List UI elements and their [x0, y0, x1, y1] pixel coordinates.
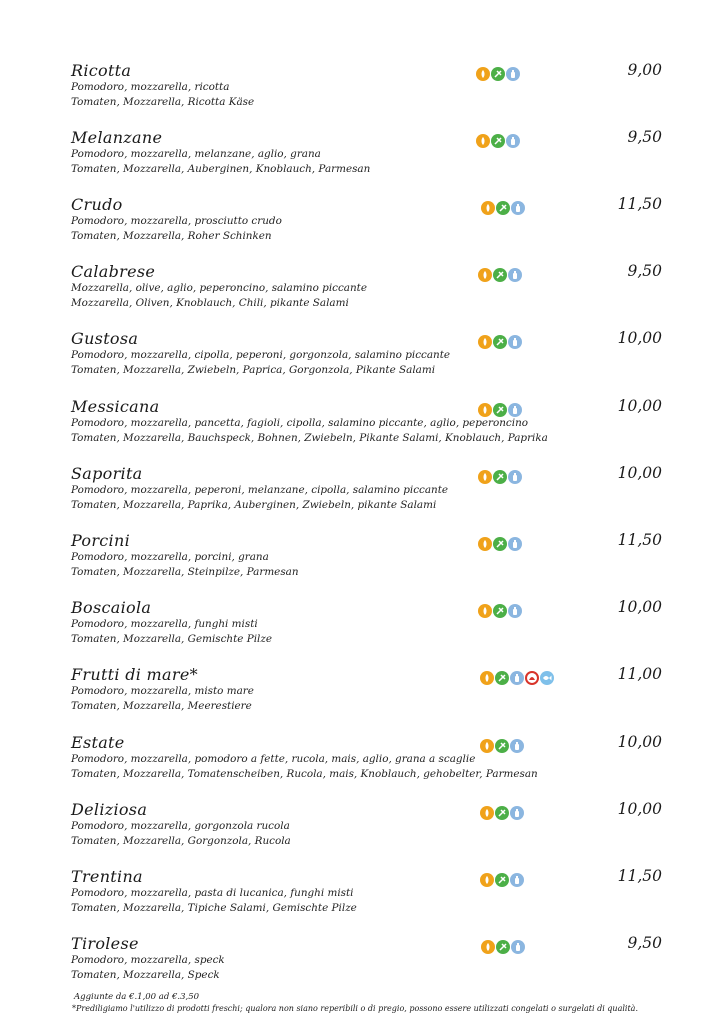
menu-item — [0, 934, 724, 994]
dairy-icon — [508, 604, 522, 618]
item-name: Saporita — [71, 464, 143, 483]
dairy-icon — [511, 940, 525, 954]
item-price: 10,00 — [617, 598, 662, 616]
menu-item — [0, 531, 724, 591]
item-description-german: Tomaten, Mozzarella, Roher Schinken — [71, 230, 272, 242]
item-description-italian: Pomodoro, mozzarella, peperoni, melanzane, cipolla, salamino piccante — [71, 484, 449, 496]
item-description-german: Tomaten, Mozzarella, Steinpilze, Parmesan — [71, 566, 299, 578]
item-description-german: Tomaten, Mozzarella, Ricotta Käse — [71, 96, 255, 108]
gluten-icon — [478, 537, 492, 551]
dairy-icon — [508, 268, 522, 282]
gluten-icon — [481, 940, 495, 954]
item-description-german: Tomaten, Mozzarella, Zwiebeln, Paprica, Gorgonzola, Pikante Salami — [71, 364, 436, 376]
dairy-icon — [510, 806, 524, 820]
item-description-german: Tomaten, Mozzarella, Bauchspeck, Bohnen, Zwiebeln, Pikante Salami, Knoblauch, Paprika — [71, 432, 548, 444]
item-price: 9,50 — [627, 128, 662, 146]
gluten-icon — [478, 335, 492, 349]
allergen-icons — [478, 537, 522, 551]
item-description-italian: Pomodoro, mozzarella, speck — [71, 954, 225, 966]
allergen-icons — [478, 604, 522, 618]
item-description-german: Mozzarella, Oliven, Knoblauch, Chili, pikante Salami — [71, 297, 349, 309]
item-price: 11,00 — [617, 665, 662, 683]
item-description-italian: Pomodoro, mozzarella, gorgonzola rucola — [71, 820, 290, 832]
dairy-icon — [508, 335, 522, 349]
allergen-icons — [478, 470, 522, 484]
allergen-icons — [480, 739, 524, 753]
fresh-products-note: *Prediligiamo l'utilizzo di prodotti freschi; qualora non siano reperibili o di pregio, possono essere utilizzati congelati o surgelati di qualità. — [72, 1004, 638, 1013]
lactose-icon — [491, 134, 505, 148]
gluten-icon — [478, 470, 492, 484]
item-description-german: Tomaten, Mozzarella, Tomatenscheiben, Rucola, mais, Knoblauch, gehobelter, Parmesan — [71, 768, 538, 780]
item-price: 11,50 — [617, 195, 662, 213]
allergen-icons — [476, 67, 520, 81]
allergen-icons — [476, 134, 520, 148]
item-price: 11,50 — [617, 531, 662, 549]
menu-item — [0, 665, 724, 725]
item-description-italian: Pomodoro, mozzarella, porcini, grana — [71, 551, 269, 563]
item-name: Trentina — [71, 867, 143, 886]
item-name: Estate — [71, 733, 125, 752]
allergen-icons — [480, 671, 554, 685]
menu-item — [0, 128, 724, 188]
item-name: Gustosa — [71, 329, 139, 348]
lactose-icon — [493, 403, 507, 417]
dairy-icon — [510, 873, 524, 887]
item-description-german: Tomaten, Mozzarella, Gemischte Pilze — [71, 633, 273, 645]
menu-item — [0, 598, 724, 658]
dairy-icon — [508, 403, 522, 417]
item-price: 10,00 — [617, 329, 662, 347]
fish-icon — [540, 671, 554, 685]
menu-item — [0, 464, 724, 524]
shellfish-icon — [525, 671, 539, 685]
item-description-german: Tomaten, Mozzarella, Speck — [71, 969, 220, 981]
item-description-italian: Pomodoro, mozzarella, misto mare — [71, 685, 254, 697]
dairy-icon — [510, 739, 524, 753]
allergen-icons — [478, 268, 522, 282]
allergen-icons — [480, 806, 524, 820]
item-name: Melanzane — [71, 128, 163, 147]
menu-item — [0, 262, 724, 322]
item-price: 9,50 — [627, 934, 662, 952]
item-name: Messicana — [71, 397, 160, 416]
item-description-italian: Pomodoro, mozzarella, prosciutto crudo — [71, 215, 282, 227]
item-name: Tirolese — [71, 934, 139, 953]
allergen-icons — [480, 873, 524, 887]
item-description-german: Tomaten, Mozzarella, Auberginen, Knoblauch, Parmesan — [71, 163, 371, 175]
item-description-italian: Pomodoro, mozzarella, ricotta — [71, 81, 230, 93]
allergen-icons — [478, 335, 522, 349]
item-price: 10,00 — [617, 733, 662, 751]
gluten-icon — [478, 604, 492, 618]
menu-item — [0, 61, 724, 121]
item-description-german: Tomaten, Mozzarella, Tipiche Salami, Gemischte Pilze — [71, 902, 357, 914]
dairy-icon — [510, 671, 524, 685]
gluten-icon — [481, 201, 495, 215]
dairy-icon — [508, 470, 522, 484]
dairy-icon — [508, 537, 522, 551]
menu-item — [0, 733, 724, 793]
menu-item — [0, 397, 724, 457]
item-price: 10,00 — [617, 397, 662, 415]
item-name: Ricotta — [71, 61, 132, 80]
lactose-icon — [493, 537, 507, 551]
item-name: Calabrese — [71, 262, 156, 281]
lactose-icon — [493, 335, 507, 349]
lactose-icon — [495, 671, 509, 685]
allergen-icons — [481, 201, 525, 215]
allergen-icons — [481, 940, 525, 954]
lactose-icon — [496, 940, 510, 954]
item-name: Boscaiola — [71, 598, 152, 617]
item-description-italian: Pomodoro, mozzarella, cipolla, peperoni, gorgonzola, salamino piccante — [71, 349, 451, 361]
gluten-icon — [480, 739, 494, 753]
gluten-icon — [480, 671, 494, 685]
lactose-icon — [495, 873, 509, 887]
item-name: Frutti di mare* — [71, 665, 198, 684]
lactose-icon — [495, 739, 509, 753]
lactose-icon — [491, 67, 505, 81]
item-description-italian: Pomodoro, mozzarella, melanzane, aglio, grana — [71, 148, 321, 160]
allergen-icons — [478, 403, 522, 417]
item-description-italian: Mozzarella, olive, aglio, peperoncino, salamino piccante — [71, 282, 367, 294]
item-price: 9,50 — [627, 262, 662, 280]
item-price: 9,00 — [627, 61, 662, 79]
item-description-italian: Pomodoro, mozzarella, pasta di lucanica, funghi misti — [71, 887, 354, 899]
lactose-icon — [496, 201, 510, 215]
item-description-italian: Pomodoro, mozzarella, funghi misti — [71, 618, 258, 630]
gluten-icon — [478, 403, 492, 417]
extras-note: Aggiunte da €.1,00 ad €.3,50 — [74, 992, 200, 1002]
item-description-italian: Pomodoro, mozzarella, pomodoro a fette, rucola, mais, aglio, grana a scaglie — [71, 753, 476, 765]
item-name: Crudo — [71, 195, 123, 214]
lactose-icon — [495, 806, 509, 820]
gluten-icon — [476, 134, 490, 148]
lactose-icon — [493, 604, 507, 618]
item-name: Porcini — [71, 531, 130, 550]
lactose-icon — [493, 268, 507, 282]
item-name: Deliziosa — [71, 800, 148, 819]
lactose-icon — [493, 470, 507, 484]
dairy-icon — [506, 134, 520, 148]
gluten-icon — [476, 67, 490, 81]
dairy-icon — [506, 67, 520, 81]
menu-item — [0, 867, 724, 927]
menu-item — [0, 195, 724, 255]
item-price: 10,00 — [617, 800, 662, 818]
dairy-icon — [511, 201, 525, 215]
item-description-italian: Pomodoro, mozzarella, pancetta, fagioli, cipolla, salamino piccante, aglio, peperoncino — [71, 417, 529, 429]
item-price: 11,50 — [617, 867, 662, 885]
item-price: 10,00 — [617, 464, 662, 482]
menu-item — [0, 329, 724, 389]
item-description-german: Tomaten, Mozzarella, Meerestiere — [71, 700, 252, 712]
item-description-german: Tomaten, Mozzarella, Gorgonzola, Rucola — [71, 835, 291, 847]
gluten-icon — [480, 873, 494, 887]
gluten-icon — [480, 806, 494, 820]
gluten-icon — [478, 268, 492, 282]
menu-item — [0, 800, 724, 860]
item-description-german: Tomaten, Mozzarella, Paprika, Auberginen, Zwiebeln, pikante Salami — [71, 499, 437, 511]
